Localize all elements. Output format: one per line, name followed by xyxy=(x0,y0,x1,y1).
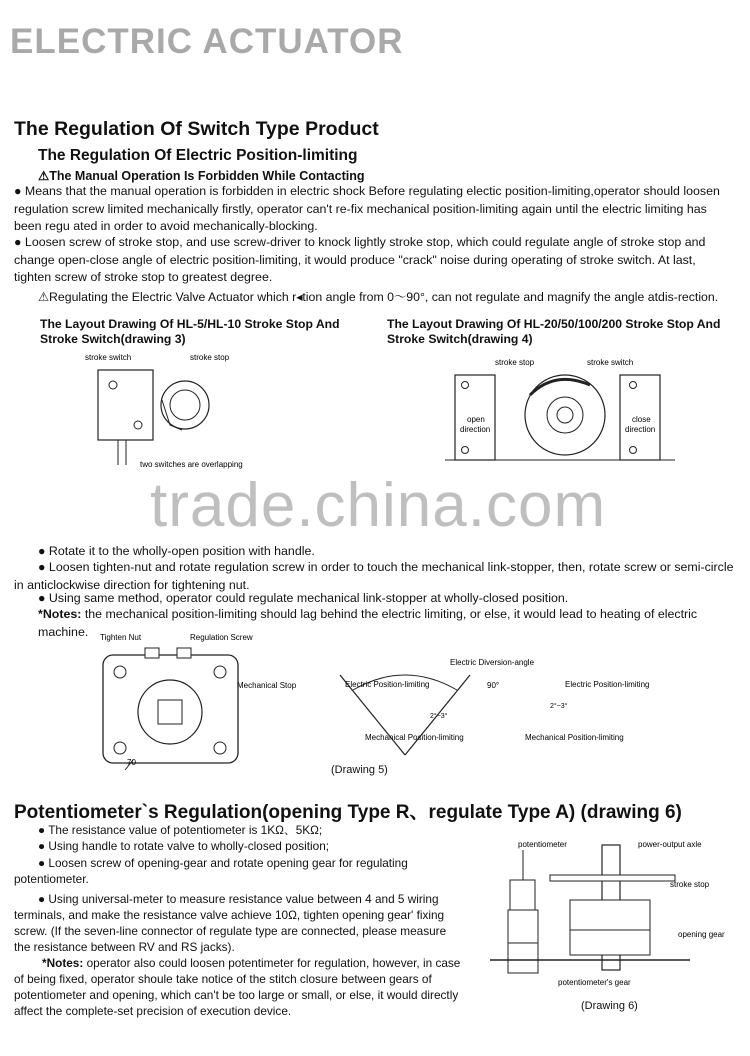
d5-mpl-right: Mechanical Position-limiting xyxy=(525,733,624,742)
drawing5-diagram xyxy=(95,630,655,770)
d3-label-switch: stroke switch xyxy=(85,353,132,362)
d3-label-bottom: two switches are overlapping xyxy=(140,460,243,469)
d5-angle-90: 90° xyxy=(487,681,500,690)
drawing3-caption: The Layout Drawing Of HL-5/HL-10 Stroke Stop And Stroke Switch(drawing 3) xyxy=(40,317,340,346)
d6-stroke-stop: stroke stop xyxy=(670,880,710,889)
drawing4-diagram xyxy=(445,345,675,470)
bullet-1: ● Rotate it to the wholly-open position with handle. xyxy=(38,544,315,558)
pot-notes xyxy=(14,955,464,1019)
d4-close-1: close xyxy=(632,415,651,424)
notes-text: the mechanical position-limiting should lag behind the electric limiting, or else, it would lead to heating of electric machine. xyxy=(38,607,698,639)
notes-label: *Notes: xyxy=(38,607,82,621)
pot-notes-label: *Notes: xyxy=(42,956,84,970)
pot-bullet-1: ● The resistance value of potentiometer is 1KΩ、5KΩ; xyxy=(38,823,323,837)
paragraph-2: ● Loosen screw of stroke stop, and use screw-driver to knock lightly stroke stop, which could regulate angle of stroke stop and change open-close angle of electric position-limiting, it would produce "crack" noise during operating of stroke switch. At last, tighten screw of stroke stop to greatest degree. xyxy=(14,235,706,284)
warning-line: ⚠The Manual Operation Is Forbidden While Contacting xyxy=(38,169,365,183)
d6-power-output-axle: power-output axle xyxy=(638,840,702,849)
pot-notes-text: operator also could loosen potentimeter for regulation, however, in case of being fixed, operator shoule take notice of the stitch closure between gears of potentiometer and opening, which can't be too large or small, or else, it would directly affect the complete-set precision of execution device. xyxy=(14,956,461,1018)
drawing6-caption: (Drawing 6) xyxy=(581,1000,638,1012)
drawing6-diagram xyxy=(490,835,740,1000)
drawing5-caption: (Drawing 5) xyxy=(331,764,388,776)
d4-open-1: open xyxy=(467,415,485,424)
d4-close-2: direction xyxy=(625,425,656,434)
d5-dim-70: 70 xyxy=(127,758,136,767)
d5-deg-left: 2°~3° xyxy=(430,713,448,720)
d6-opening-gear: opening gear xyxy=(678,930,725,939)
brand-header: ELECTRIC ACTUATOR xyxy=(10,22,404,61)
potentiometer-title: Potentiometer`s Regulation(opening Type R、regulate Type A) (drawing 6) xyxy=(14,802,682,823)
d5-deg-right: 2°~3° xyxy=(550,703,568,710)
paragraph-1: ● Means that the manual operation is forbidden in electric shock Before regulating electic position-limiting,operator should loosen regulation screw limited mechanically firstly, operator can't re-fix mechanical position-limiting again until the electric limiting has been regu ated in order to avoid mechanically-blocking. xyxy=(14,184,720,233)
drawing4-caption: The Layout Drawing Of HL-20/50/100/200 Stroke Stop And Stroke Switch(drawing 4) xyxy=(387,317,721,346)
d6-potentiometers-gear: potentiometer's gear xyxy=(558,978,631,987)
d4-open-2: direction xyxy=(460,425,491,434)
d5-diversion-angle: Electric Diversion-angle xyxy=(450,658,535,667)
bullet-3: ● Using same method, operator could regulate mechanical link-stopper at wholly-closed position. xyxy=(38,591,569,605)
bullet-2: ● Loosen tighten-nut and rotate regulation screw in order to touch the mechanical link-stopper, then, rotate screw or semi-circle in anticlockwise direction for tightening nut. xyxy=(14,560,734,592)
pot-bullet-2: ● Using handle to rotate valve to wholly-closed position; xyxy=(38,839,330,853)
section-title: The Regulation Of Switch Type Product xyxy=(14,118,379,140)
drawing3-diagram xyxy=(70,345,290,470)
d4-label-switch: stroke switch xyxy=(587,358,634,367)
pot-bullet-4: ● Using universal-meter to measure resistance value between 4 and 5 wiring terminals, and make the resistance valve achieve 10Ω, tighten opening gear' fixing screw. (If the seven-line connector of regulate type are connected, please measure the resistance between RV and RS jacks). xyxy=(14,892,447,954)
d5-mpl-left: Mechanical Position-limiting xyxy=(365,733,464,742)
subsection-title: The Regulation Of Electric Position-limiting xyxy=(38,147,358,164)
d5-regulation-screw: Regulation Screw xyxy=(190,633,253,642)
paragraph-3: ⚠Regulating the Electric Valve Actuator which r◂tion angle from 0～90°, can not regulate and magnify the angle atdis-rection. xyxy=(38,290,719,304)
d3-label-stop: stroke stop xyxy=(190,353,230,362)
d4-label-stop: stroke stop xyxy=(495,358,535,367)
pot-bullet-3: ● Loosen screw of opening-gear and rotate opening gear for regulating potentiometer. xyxy=(14,856,408,886)
d5-epl-right: Electric Position-limiting xyxy=(565,680,650,689)
watermark: trade.china.com xyxy=(150,471,607,540)
d5-tighten-nut: Tighten Nut xyxy=(100,633,142,642)
d5-epl-left: Electric Position-limiting xyxy=(345,680,430,689)
d6-potentiometer: potentiometer xyxy=(518,840,567,849)
d5-mechanical-stop: Mechanical Stop xyxy=(237,681,297,690)
